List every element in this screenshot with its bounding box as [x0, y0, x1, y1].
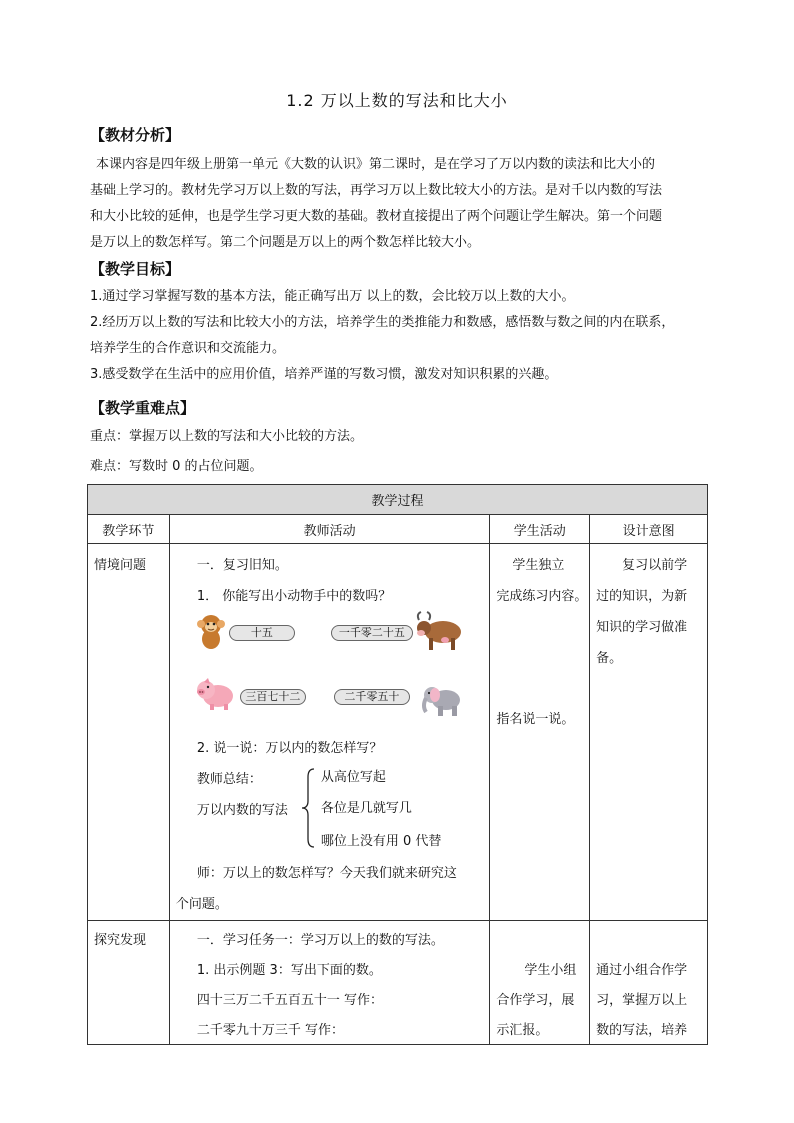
- table-row-stage: [88, 921, 170, 1045]
- analysis-line: 是万以上的数怎样写。第二个问题是万以上的两个数怎样比较大小。: [90, 235, 481, 250]
- stage-label: 情境问题: [94, 558, 147, 573]
- key-point-line: 难点：写数时 0 的占位问题。: [90, 459, 263, 474]
- analysis-header: 【教材分析】: [90, 126, 181, 144]
- goal-line: 1.通过学习掌握写数的基本方法，能正确写出万 以上的数，会比较万以上数的大小。: [90, 289, 575, 304]
- teacher-activity-cell: [169, 921, 489, 1045]
- goal-line: 3.感受数学在生活中的应用价值，培养严谨的写数习惯，激发对知识积累的兴趣。: [90, 367, 558, 382]
- pig-icon: [196, 676, 236, 712]
- intent-line: 备。: [596, 651, 623, 666]
- rule-line: 各位是几就写几: [320, 801, 412, 816]
- summary-subject: 万以内数的写法: [196, 803, 288, 818]
- teacher-line: 一．学习任务一：学习万以上的数的写法。: [196, 933, 444, 948]
- teacher-line: 2. 说一说：万以内的数怎样写？: [196, 741, 383, 756]
- key-points-header: 【教学重难点】: [90, 399, 196, 417]
- teacher-line: 一．复习旧知。: [196, 558, 288, 573]
- number-card: 二千零五十: [334, 689, 410, 705]
- teacher-line: 二千零九十万三千 写作：: [196, 1023, 345, 1038]
- goals-list: [90, 284, 710, 388]
- col-header-student: 学生活动: [490, 515, 590, 544]
- number-card: 一千零二十五: [331, 625, 413, 641]
- student-activity-cell: [490, 544, 590, 921]
- table-row-stage: [88, 544, 170, 921]
- intent-line: 通过小组合作学: [596, 963, 688, 978]
- teacher-line: 个问题。: [175, 897, 228, 912]
- teacher-activity-cell: [169, 544, 489, 921]
- summary-label: 教师总结：: [196, 772, 262, 787]
- goals-header: 【教学目标】: [90, 260, 181, 278]
- elephant-icon: [420, 680, 464, 718]
- col-header-intent: 设计意图: [590, 515, 708, 544]
- intent-line: 数的写法，培养: [596, 1023, 688, 1038]
- goal-line: 2.经历万以上数的写法和比较大小的方法，培养学生的类推能力和数感，感悟数与数之间的内在联系，: [90, 315, 675, 330]
- student-line: 学生独立: [512, 558, 565, 573]
- curly-brace-icon: [300, 767, 316, 849]
- number-card: 三百七十二: [240, 689, 306, 705]
- rule-line: 哪位上没有用 0 代替: [320, 834, 442, 849]
- teaching-process-table: [87, 484, 708, 1045]
- intent-line: 习，掌握万以上: [596, 993, 688, 1008]
- monkey-icon: [196, 612, 226, 652]
- rule-line: 从高位写起: [320, 770, 386, 785]
- col-header-stage: 教学环节: [88, 515, 170, 544]
- intent-line: 知识的学习做准: [596, 620, 688, 635]
- analysis-line: 和大小比较的延伸，也是学生学习更大数的基础。教材直接提出了两个问题让学生解决。第一个问题: [90, 209, 663, 224]
- key-point-line: 重点：掌握万以上数的写法和大小比较的方法。: [90, 429, 364, 444]
- design-intent-cell: [590, 921, 708, 1045]
- key-points: [90, 424, 710, 480]
- analysis-line: 本课内容是四年级上册第一单元《大数的认识》第二课时，是在学习了万以内数的读法和比大小的: [96, 157, 656, 172]
- teacher-line: 师：万以上的数怎样写？今天我们就来研究这: [196, 866, 457, 881]
- table-caption: 教学过程: [88, 485, 708, 515]
- page-title: 1.2 万以上数的写法和比大小: [286, 91, 508, 110]
- col-header-teacher: 教师活动: [169, 515, 489, 544]
- number-card: 十五: [229, 625, 295, 641]
- student-activity-cell: [490, 921, 590, 1045]
- analysis-line: 基础上学习的。教材先学习万以上数的写法，再学习万以上数比较大小的方法。是对千以内数的写法: [90, 183, 663, 198]
- intent-line: 过的知识，为新: [596, 589, 688, 604]
- intent-line: 复习以前学: [622, 558, 688, 573]
- student-line: 合作学习，展: [496, 993, 575, 1008]
- student-line: 完成练习内容。: [496, 589, 588, 604]
- teacher-line: 1. 出示例题 3：写出下面的数。: [196, 963, 382, 978]
- student-line: 学生小组: [524, 963, 577, 978]
- teacher-line: 四十三万二千五百五十一 写作：: [196, 993, 384, 1008]
- stage-label: 探究发现: [94, 933, 147, 948]
- design-intent-cell: [590, 544, 708, 921]
- goal-line: 培养学生的合作意识和交流能力。: [90, 341, 286, 356]
- bull-icon: [415, 608, 465, 652]
- student-line: 指名说一说。: [496, 712, 575, 727]
- analysis-paragraph: [90, 152, 710, 256]
- student-line: 示汇报。: [496, 1023, 549, 1038]
- teacher-line: 1． 你能写出小动物手中的数吗？: [196, 589, 392, 604]
